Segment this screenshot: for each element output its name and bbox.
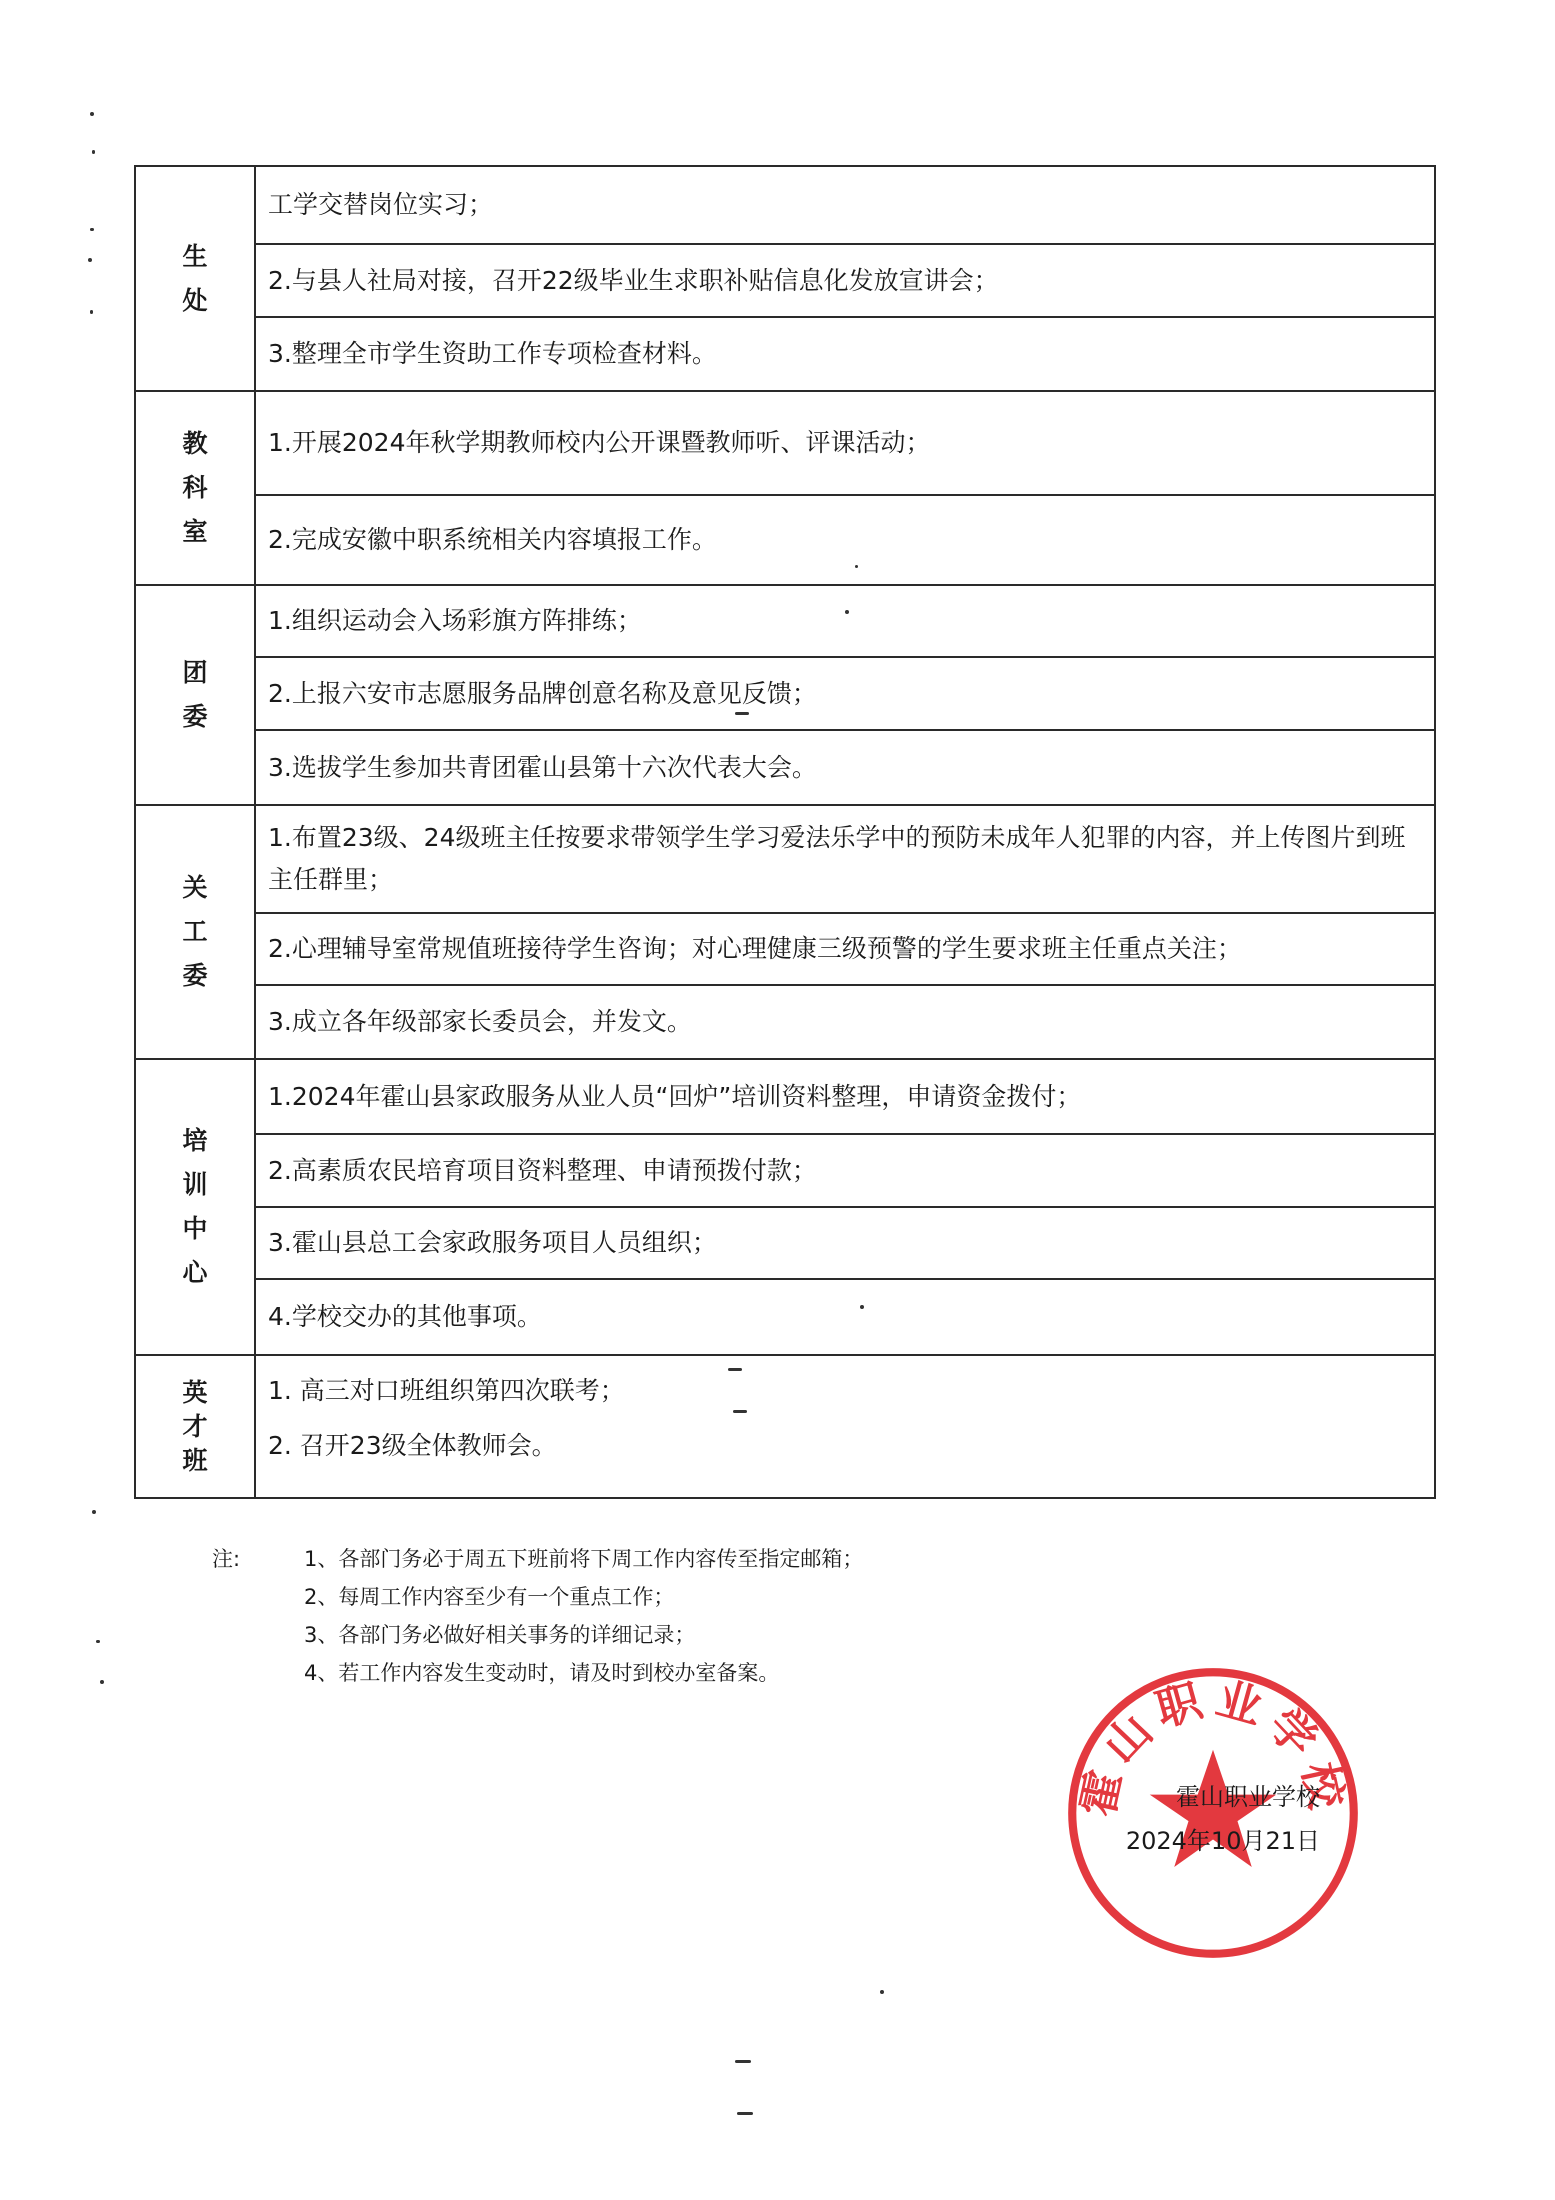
signature-block <box>1060 1775 1320 1863</box>
scan-speck <box>737 2112 753 2115</box>
school-name: 霍山职业学校 <box>1176 1783 1320 1811</box>
work-item: 2. 召开23级全体教师会。 <box>255 1425 1435 1498</box>
note-item: 1、各部门务必于周五下班前将下周工作内容传至指定邮箱； <box>304 1547 864 1571</box>
table-row <box>135 805 1435 913</box>
document-date: 2024年10月21日 <box>1125 1827 1320 1855</box>
department-name-char: 团 <box>182 658 208 687</box>
work-item: 1. 高三对口班组织第四次联考； <box>255 1355 1435 1425</box>
scan-speck <box>88 258 92 262</box>
table-row <box>135 1355 1435 1425</box>
scan-speck <box>855 565 858 568</box>
scan-speck <box>860 1305 864 1309</box>
work-item: 3.选拔学生参加共青团霍山县第十六次代表大会。 <box>255 730 1435 805</box>
table-row <box>135 317 1435 391</box>
work-item: 2.心理辅导室常规值班接待学生咨询；对心理健康三级预警的学生要求班主任重点关注； <box>255 913 1435 985</box>
table-row <box>135 495 1435 585</box>
scan-speck <box>92 1510 96 1514</box>
table-row <box>135 1134 1435 1207</box>
notes-section <box>212 1540 1112 1692</box>
work-item: 2.上报六安市志愿服务品牌创意名称及意见反馈； <box>255 657 1435 730</box>
scan-speck <box>880 1990 884 1994</box>
table-row <box>135 391 1435 495</box>
work-item: 4.学校交办的其他事项。 <box>255 1279 1435 1355</box>
department-name-char: 训 <box>182 1170 208 1199</box>
table-row <box>135 166 1435 244</box>
work-item: 3.整理全市学生资助工作专项检查材料。 <box>255 317 1435 391</box>
work-item: 2.完成安徽中职系统相关内容填报工作。 <box>255 495 1435 585</box>
department-name-char: 生 <box>182 241 208 271</box>
table-row <box>135 730 1435 805</box>
department-name-char: 工 <box>182 917 208 946</box>
work-item: 1.开展2024年秋学期教师校内公开课暨教师听、评课活动； <box>255 391 1435 495</box>
scan-speck <box>92 150 95 154</box>
work-item: 3.成立各年级部家长委员会，并发文。 <box>255 985 1435 1059</box>
table-row <box>135 244 1435 317</box>
department-cell <box>135 1355 255 1498</box>
work-item: 3.霍山县总工会家政服务项目人员组织； <box>255 1207 1435 1279</box>
department-name-char: 科 <box>182 473 208 502</box>
department-cell <box>135 391 255 585</box>
department-name-char: 委 <box>182 961 208 990</box>
table-row <box>135 913 1435 985</box>
table-row <box>135 985 1435 1059</box>
table-row <box>135 585 1435 657</box>
scan-speck <box>100 1680 104 1684</box>
department-name-char: 委 <box>182 702 208 731</box>
department-name-char: 关 <box>182 873 208 902</box>
scan-speck <box>735 2060 751 2063</box>
scan-speck <box>735 712 749 715</box>
table-row <box>135 1059 1435 1134</box>
scan-speck <box>90 228 94 231</box>
scan-speck <box>845 610 849 614</box>
work-item: 1.组织运动会入场彩旗方阵排练； <box>255 585 1435 657</box>
scan-speck <box>90 310 93 314</box>
scan-speck <box>733 1410 747 1413</box>
department-cell <box>135 805 255 1059</box>
note-item: 4、若工作内容发生变动时，请及时到校办室备案。 <box>304 1661 780 1685</box>
work-item: 1.布置23级、24级班主任按要求带领学生学习爱法乐学中的预防未成年人犯罪的内容，并上传图片到班主任群里； <box>255 805 1435 913</box>
department-cell <box>135 166 255 391</box>
department-name-char: 处 <box>182 285 208 315</box>
note-item: 3、各部门务必做好相关事务的详细记录； <box>304 1623 696 1647</box>
department-name-char: 英 <box>182 1377 208 1407</box>
table-row <box>135 1279 1435 1355</box>
table-row <box>135 1207 1435 1279</box>
scan-speck <box>90 112 94 116</box>
work-item: 2.与县人社局对接，召开22级毕业生求职补贴信息化发放宣讲会； <box>255 244 1435 317</box>
department-cell <box>135 585 255 805</box>
notes-label: 注: <box>212 1547 241 1571</box>
department-name-char: 心 <box>182 1258 208 1287</box>
table-row <box>135 1425 1435 1498</box>
scan-speck <box>96 1640 100 1643</box>
work-item: 1.2024年霍山县家政服务从业人员“回炉”培训资料整理，申请资金拨付； <box>255 1059 1435 1134</box>
department-name-char: 室 <box>182 517 208 546</box>
department-name-char: 培 <box>182 1126 208 1155</box>
department-cell <box>135 1059 255 1355</box>
department-name-char: 教 <box>182 429 208 458</box>
department-name-char: 中 <box>182 1214 208 1243</box>
scan-speck <box>728 1368 742 1371</box>
seal-text: 霍山职业学校 <box>1070 1671 1356 1821</box>
department-name-char: 才 <box>182 1411 208 1441</box>
work-plan-table <box>134 165 1436 1499</box>
table-row <box>135 657 1435 730</box>
notes-list <box>212 1540 1112 1692</box>
work-item: 2.高素质农民培育项目资料整理、申请预拨付款； <box>255 1134 1435 1207</box>
note-item: 2、每周工作内容至少有一个重点工作； <box>304 1585 675 1609</box>
work-item: 工学交替岗位实习； <box>255 166 1435 244</box>
department-name-char: 班 <box>182 1445 208 1475</box>
